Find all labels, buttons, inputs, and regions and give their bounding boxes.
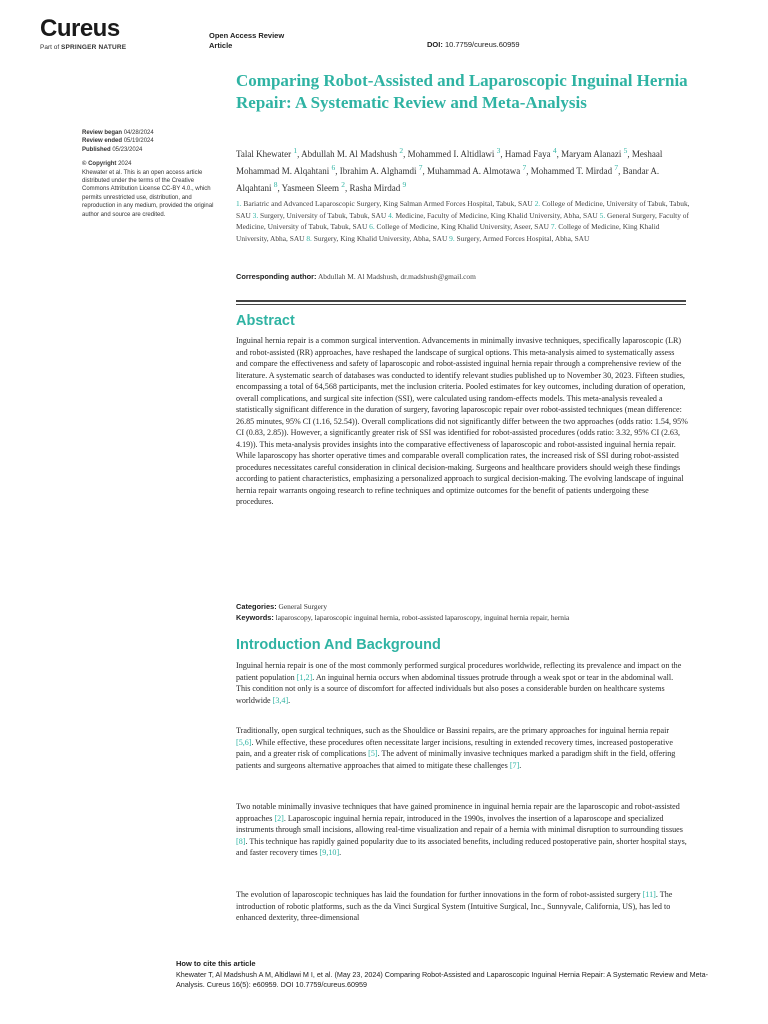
affiliation-text: Surgery, King Khalid University, Abha, SAU: [313, 233, 450, 243]
author-affiliation-ref[interactable]: 2: [341, 180, 346, 189]
author-affiliation-ref[interactable]: 9: [402, 180, 407, 189]
author-list: Talal Khewater $^1$, Abdullah M. Al Madshush $^2$, Mohammed I. Altidlawi $^3$, Hamad Faya $^4$, Maryam Alanazi $^5$, Meshaal Mohammad M. Alqahtani $^6$, Ibrahim A. Alghamdi $^7$, Muhammad A. Almotawa $^7$, Mohammed T. Mirdad $^7$, Bandar A. Alqahtani $^8$, Yasmeen Sleem $^2$, Rasha Mirdad $^9$: [236, 146, 663, 193]
affiliation-text: Medicine, Faculty of Medicine, King Khalid University, Abha, SAU: [395, 210, 600, 220]
paragraph-text: . The advent of minimally invasive techniques marked a paradigm shift in the field, offering patients and surgeons alternative approaches that aimed to mitigate these challenges: [236, 749, 676, 770]
author-affiliation-ref[interactable]: 7: [522, 163, 527, 172]
paragraph-text: . The introduction of robotic platforms, such as the da Vinci Surgical System (Intuitive Surgical, Inc., Sunnyvale, California, US), has led to enhanced dexterity, three-dimensional: [236, 890, 673, 922]
citation-heading: How to cite this article: [176, 959, 256, 968]
paragraph-text: Inguinal hernia repair is one of the most commonly performed surgical procedures worldwide, reflecting its prevalence and impact on the patient population: [236, 661, 682, 682]
logo-part-of: Part of: [40, 44, 60, 51]
logo-wordmark: Cureus: [40, 15, 120, 42]
paragraph-text: . While effective, these procedures often necessitate larger incisions, resulting in extended recovery times, increased postoperative pain, and a greater risk of complications: [236, 737, 673, 758]
intro-heading: Introduction And Background: [236, 637, 441, 653]
affiliation-list: [236, 198, 691, 244]
review-ended: Review ended 05/19/2024: [82, 138, 154, 145]
citation-link[interactable]: [3,4]: [272, 695, 289, 705]
categories-line: Categories: General Surgery: [236, 602, 328, 611]
author-name[interactable]: Bandar A. Alqahtani: [236, 166, 660, 193]
affiliation-number: 2.: [534, 199, 542, 208]
citation-link[interactable]: [8]: [236, 836, 246, 846]
article-type-line1: Open Access Review: [209, 31, 285, 40]
doi-value[interactable]: 10.7759/cureus.60959: [444, 40, 520, 49]
citation-text: Khewater T, Al Madshush A M, Altidlawi M I, et al. (May 23, 2024) Comparing Robot-Assisted and Laparoscopic Inguinal Hernia Repair: A Systematic Review and Meta-Analysis. Cureus 16(5): e60959. DOI 10.7759/cureus.60959: [176, 970, 708, 989]
license-text: Khewater et al. This is an open access article distributed under the terms of the Creative Commons Attribution License CC-BY 4.0., which permits unrestricted use, distribution, and reproduction in any medium, provided the original author and source are credited.: [82, 169, 214, 218]
citation-link[interactable]: [11]: [642, 890, 656, 899]
affiliation-text: General Surgery, Faculty of Medicine, University of Tabuk, Tabuk, SAU: [236, 210, 689, 231]
author-affiliation-ref[interactable]: 7: [614, 163, 619, 172]
author-name[interactable]: Maryam Alanazi: [561, 149, 624, 159]
affiliation-text: College of Medicine, University of Tabuk, Tabuk, SAU: [236, 199, 690, 220]
abstract-text: Inguinal hernia repair is a common surgical intervention. Advancements in minimally invasive techniques, specifically laparoscopic (LR) and robot-assisted (RR) approaches, have reshaped the landscape of surgical options. This meta-analysis aimed to systematically assess and compare the effectiveness and safety of laparoscopic and robot-assisted inguinal hernia repair through a comprehensive review of the literature. A systematic search of databases was conducted to identify relevant studies published up to November 30, 2023. Fifteen studies, encompassing a total of 64,568 participants, met the inclusion criteria. Pooled estimates for key outcomes, including duration of operation, overall complications, and surgical site infection (SSI), were calculated using random-effects models. This meta-analysis revealed a statistically significant difference in the duration of surgery, favoring laparoscopic repair over robot-assisted techniques (mean difference: 26.85 minutes, 95% CI (1.16, 52.54)). Overall complications did not significantly differ between the two approaches (odds ratio: 1.54, 95% CI (0.83, 2.85)). However, a significantly greater risk of SSI was identified for robot-assisted procedures (odds ratio: 3.32, 95% CI (2.63, 4.19)). This meta-analysis provides insights into the comparative effectiveness of laparoscopic and robot-assisted inguinal hernia repair. While laparoscopy has shorter operative times and comparable overall complication rates, the increased risk of SSI during robot-assisted procedures necessitates careful consideration in clinical decision-making. Surgeons and healthcare providers should weigh these findings according to patient characteristics, emphasizing a personalized approach to surgical decision-making. The evolving landscape of inguinal hernia repair warrants ongoing research to refine techniques and optimize outcomes for the benefit of patients undergoing these procedures.: [236, 336, 688, 506]
section-divider: [236, 300, 686, 302]
author-name[interactable]: Hamad Faya: [504, 149, 553, 159]
citation-link[interactable]: [2]: [274, 813, 284, 823]
author-name[interactable]: Muhammad A. Almotawa: [427, 166, 523, 176]
article-title: Comparing Robot-Assisted and Laparoscopic Inguinal Hernia Repair: A Systematic Review and Meta-Analysis: [236, 71, 688, 112]
author-name[interactable]: Abdullah M. Al Madshush: [301, 149, 400, 159]
review-sidebar: [82, 129, 222, 219]
paragraph-text: .: [288, 695, 291, 705]
doi-label: DOI:: [427, 40, 443, 49]
affiliation-number: 5.: [599, 210, 608, 220]
author-affiliation-ref[interactable]: 2: [399, 146, 404, 155]
copyright-line: © Copyright 2024: [82, 161, 132, 168]
author-name[interactable]: Ibrahim A. Alghamdi: [339, 166, 419, 176]
header-doi: [427, 40, 520, 49]
paragraph-text: .: [519, 760, 522, 770]
author-name[interactable]: Meshaal Mohammad M. Alqahtani: [236, 149, 663, 176]
author-affiliation-ref[interactable]: 6: [331, 163, 336, 172]
author-name[interactable]: Rasha Mirdad: [349, 183, 403, 193]
author-name[interactable]: Talal Khewater: [236, 149, 294, 159]
affiliation-text: Surgery, University of Tabuk, Tabuk, SAU: [260, 210, 389, 220]
paragraph-text: Traditionally, open surgical techniques, such as the Shouldice or Bassini repairs, are the primary approaches for inguinal hernia repair: [236, 726, 670, 735]
affiliation-text: College of Medicine, King Khalid University, Aseer, SAU: [376, 222, 551, 231]
journal-logo: [40, 16, 126, 51]
affiliation-number: 1.: [236, 199, 244, 208]
affiliation-number: 7.: [550, 222, 559, 231]
author-name[interactable]: Mohammed T. Mirdad: [530, 166, 615, 176]
section-divider-thin: [236, 304, 686, 305]
abstract-heading: Abstract: [236, 313, 295, 329]
keywords-line: Keywords: laparoscopy, laparoscopic inguinal hernia, robot-assisted laparoscopy, inguinal hernia repair, hernia: [236, 613, 570, 622]
citation-footer: [176, 959, 716, 990]
affiliation-number: 3.: [252, 210, 261, 220]
affiliation-text: Surgery, Armed Forces Hospital, Abha, SAU: [456, 233, 590, 243]
intro-paragraph-4: [236, 889, 688, 924]
citation-link[interactable]: [9,10]: [319, 848, 340, 857]
intro-paragraph-1: [236, 660, 688, 706]
review-began: Review began 04/28/2024: [82, 130, 154, 136]
logo-publisher-line: [40, 44, 126, 51]
author-affiliation-ref[interactable]: 8: [273, 180, 278, 189]
author-affiliation-ref[interactable]: 1: [293, 146, 298, 155]
affiliation-text: College of Medicine, King Khalid University, Abha, SAU: [236, 222, 660, 243]
paragraph-text: . This technique has rapidly gained popularity due to its associated benefits, including reduced postoperative pain, shorter hospital stays, and faster recovery times: [236, 836, 687, 857]
author-name[interactable]: Mohammed I. Altidlawi: [407, 149, 497, 159]
paragraph-text: .: [339, 848, 342, 857]
affiliation-number: 6.: [369, 222, 377, 231]
citation-link[interactable]: [1,2]: [296, 672, 313, 682]
citation-link[interactable]: [5]: [368, 749, 378, 758]
paragraph-text: . An inguinal hernia occurs when abdominal tissues protrude through a weak spot or tear in the abdominal wall. This condition not only is a source of discomfort for affected individuals but also poses a considerable burden on healthcare systems worldwide: [236, 672, 674, 705]
author-affiliation-ref[interactable]: 4: [552, 146, 557, 155]
author-affiliation-ref[interactable]: 3: [496, 146, 501, 155]
author-affiliation-ref[interactable]: 7: [418, 163, 423, 172]
corresponding-author: Corresponding author: Abdullah M. Al Madshush, dr.madshush@gmail.com: [236, 272, 476, 281]
categories-keywords: [236, 601, 688, 623]
published-date: Published 05/23/2024: [82, 146, 143, 153]
author-affiliation-ref[interactable]: 5: [623, 146, 628, 155]
intro-paragraph-3: [236, 801, 688, 859]
affiliation-number: 8.: [306, 233, 314, 243]
intro-paragraph-2: [236, 725, 688, 771]
paragraph-text: . Laparoscopic inguinal hernia repair, introduced in the 1990s, involves the insertion of a laparoscope and specialized instruments through small incisions, allowing real-time visualization and repair of a hernia with minimal disruption to surrounding tissues: [236, 813, 683, 834]
author-name[interactable]: Yasmeen Sleem: [281, 183, 342, 193]
affiliation-text: Bariatric and Advanced Laparoscopic Surgery, King Salman Armed Forces Hospital, Tabuk, SAU: [243, 199, 535, 208]
article-type-line2: Article: [209, 40, 233, 50]
paragraph-text: The evolution of laparoscopic techniques has laid the foundation for further innovations in the form of robot-assisted surgery: [236, 890, 643, 899]
logo-publisher: SPRINGER NATURE: [60, 44, 127, 51]
affiliation-number: 9.: [449, 233, 457, 243]
citation-link[interactable]: [5,6]: [236, 737, 252, 747]
citation-link[interactable]: [7]: [509, 760, 520, 770]
article-type: [209, 31, 284, 50]
paragraph-text: Two notable minimally invasive techniques that have gained prominence in inguinal hernia repair are the laparoscopic and robot-assisted approaches: [236, 802, 680, 823]
affiliation-number: 4.: [388, 210, 396, 220]
